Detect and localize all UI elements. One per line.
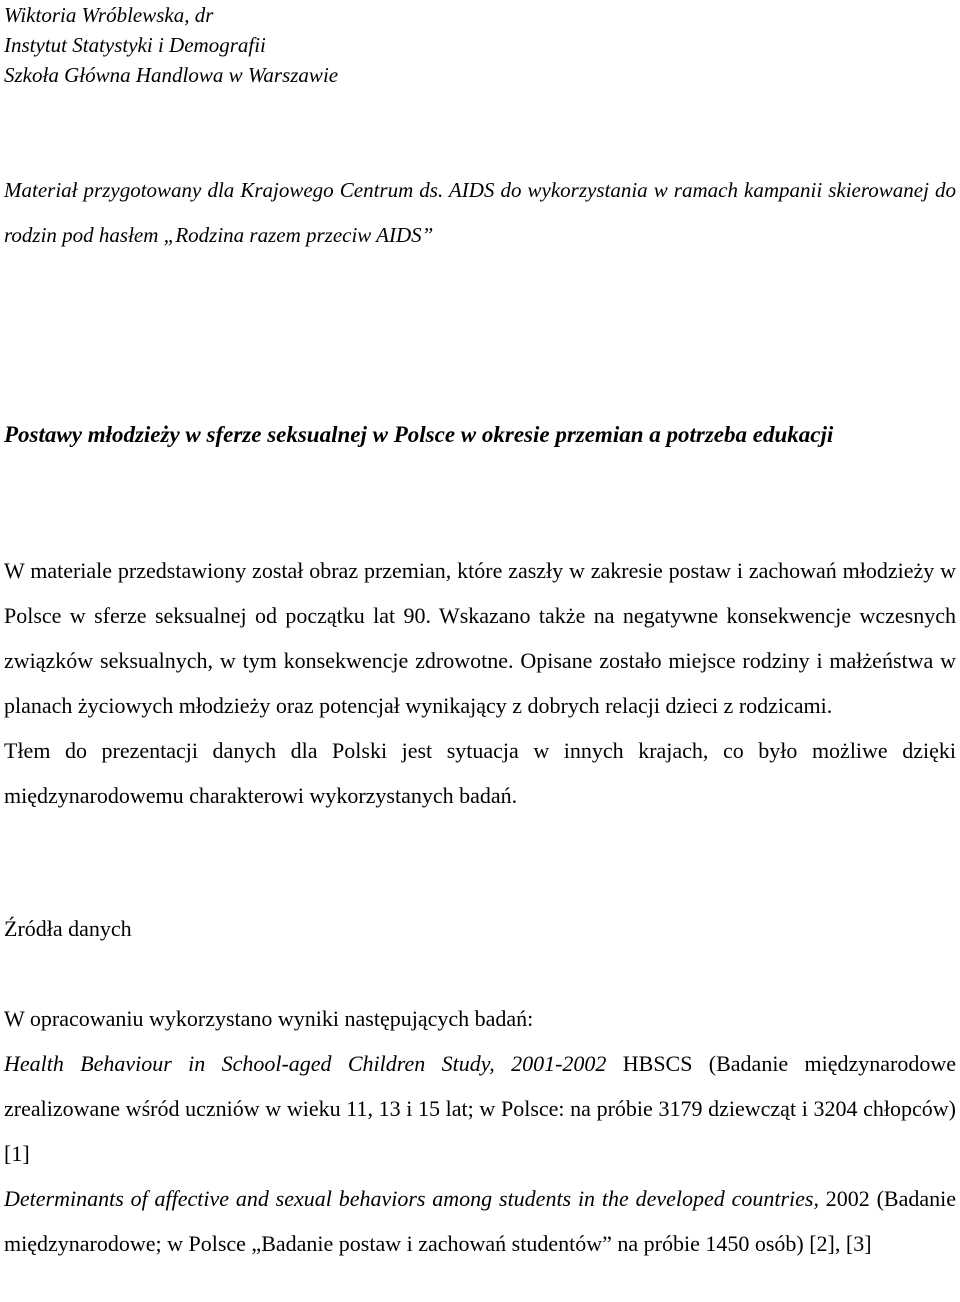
author-name: Wiktoria Wróblewska, dr (4, 3, 214, 27)
source-item-determinants-description: 2002 (Badanie międzynarodowe; w Polsce „Badanie postaw i zachowań studentów” na próbie 1450 osób) [2], [3] (4, 1186, 957, 1256)
abstract (4, 548, 956, 818)
source-item-hbsc-description: HBSCS (Badanie międzynarodowe zrealizowane wśród uczniów w wieku 11, 13 i 15 lat; w Polsce: na próbie 3179 dziewcząt i 3204 chłopców) [1] (4, 1051, 957, 1166)
source-item-hbsc-title: Health Behaviour in School-aged Children Study, 2001-2002 (4, 1051, 607, 1076)
source-item-determinants-title: Determinants of affective and sexual behaviors among students in the developed countries, (4, 1186, 819, 1211)
source-item-hbsc (4, 1041, 956, 1176)
author-institute: Instytut Statystyki i Demografii (4, 33, 266, 57)
document-title: Postawy młodzieży w sferze seksualnej w Polsce w okresie przemian a potrzeba edukacji (4, 422, 834, 447)
author-block (4, 0, 338, 90)
preparation-note: Materiał przygotowany dla Krajowego Centrum ds. AIDS do wykorzystania w ramach kampanii skierowanej do rodzin pod hasłem „Rodzina razem przeciw AIDS” (4, 178, 956, 247)
sources-list (4, 996, 956, 1266)
sources-intro: W opracowaniu wykorzystano wyniki następujących badań: (4, 1006, 534, 1031)
source-item-determinants (4, 1176, 956, 1266)
abstract-paragraph-2: Tłem do prezentacji danych dla Polski jest sytuacja w innych krajach, co było możliwe dzięki międzynarodowemu charakterowi wykorzystanych badań. (4, 738, 956, 808)
sources-heading: Źródła danych (4, 916, 132, 941)
author-school: Szkoła Główna Handlowa w Warszawie (4, 63, 339, 87)
abstract-paragraph-1: W materiale przedstawiony został obraz przemian, które zaszły w zakresie postaw i zachowań młodzieży w Polsce w sferze seksualnej od początku lat 90. Wskazano także na negatywne konsekwencje wczesnych związków seksualnych, w tym konsekwencje zdrowotne. Opisane zostało miejsce rodziny i małżeństwa w planach życiowych młodzieży oraz potencjał wynikający z dobrych relacji dzieci z rodzicami. (4, 558, 956, 718)
